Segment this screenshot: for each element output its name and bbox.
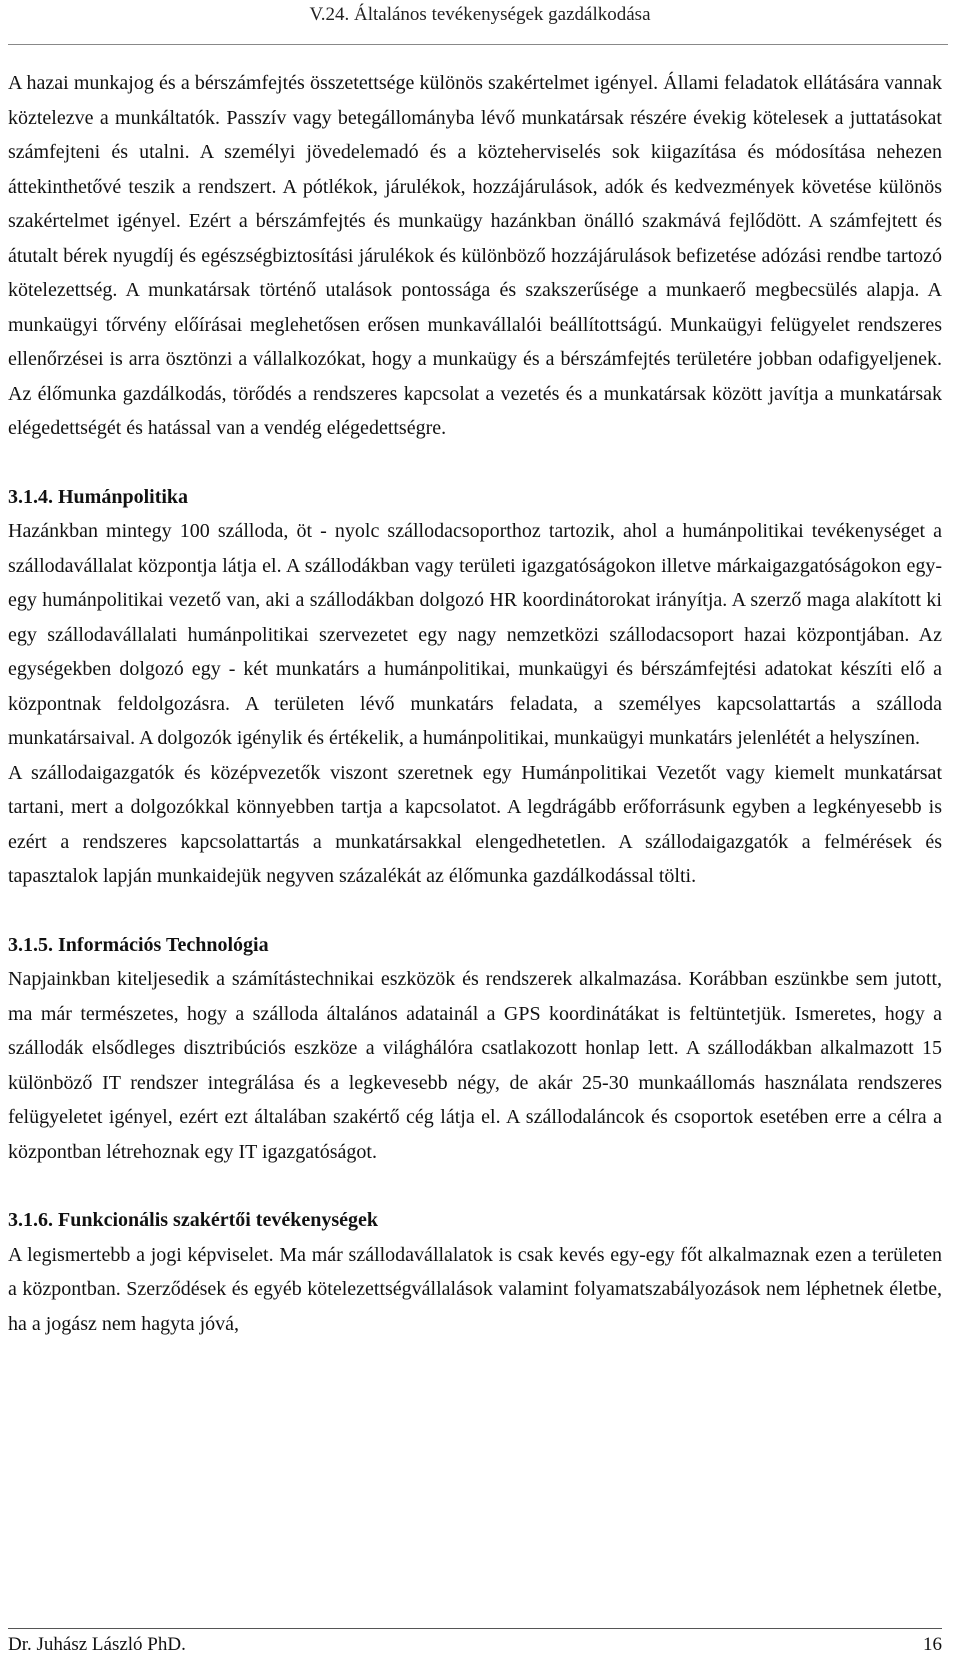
spacer [8, 894, 942, 928]
page-header [0, 4, 960, 26]
page-footer [8, 1618, 942, 1655]
section-heading-functional: 3.1.6. Funkcionális szakértői tevékenységek [8, 1209, 378, 1231]
footer-rule [8, 1628, 942, 1629]
paragraph-functional: A legismertebb a jogi képviselet. Ma már szállodavállalatok is csak kevés egy-egy főt alkalmaznak ezen a területen a központban. Szerződések és egyéb kötelezettségvállalások valamint folyamatszabályozások nem léphetnek életbe, ha a jogász nem hagyta jóvá, [8, 1243, 942, 1335]
document-body [8, 66, 942, 1341]
header-rule [8, 44, 948, 45]
header-title: V.24. Általános tevékenységek gazdálkodása [309, 4, 651, 25]
paragraph-it: Napjainkban kiteljesedik a számítástechnikai eszközök és rendszerek alkalmazása. Korábban eszünkbe sem jutott, ma már természetes, hogy a szálloda általános adatainál a GPS koordinátákat is feltüntetjük. Ismeretes, hogy a szállodák elsődleges disztribúciós eszköze a világhálóra csatlakozott honlap lett. A szállodákban alkalmazott 15 különböző IT rendszer integrálása és a legkevesebb négy, de akár 25-30 munkaállomás használata rendszeres felügyeletet igényel, ezért ezt általában szakértő cég látja el. A szállodaláncok és csoportok esetében erre a célra a központban létrehoznak egy IT igazgatóságot. [8, 968, 942, 1163]
paragraph-payroll: A hazai munkajog és a bérszámfejtés összetettsége különös szakértelmet igényel. Állami feladatok ellátására vannak köztelezve a munkáltatók. Passzív vagy betegállományba lévő munkatársak részére évekig kötelesek a juttatásokat számfejteni és utalni. A személyi jövedelemadó és a közteherviselés sok kiigazítása és módosítása nehezen áttekinthetővé teszik a rendszert. A pótlékok, járulékok, hozzájárulások, adók és kedvezmények követése különös szakértelmet igényel. Ezért a bérszámfejtés és munkaügy hazánkban önálló szakmává fejlődött. A számfejtett és átutalt bérek nyugdíj és egészségbiztosítási járulékok és különböző hozzájárulások befizetése adózási rendbe tartozó kötelezettség. A munkatársak történő utalások pontossága és szakszerűsége a munkaerő megbecsülés alapja. A munkaügyi tőrvény előírásai meglehetősen erősen munkavállalói beállítottságú. Munkaügyi felügyelet rendszeres ellenőrzései is arra ösztönzi a vállalkozókat, hogy a munkaügy és a bérszámfejtés területére jobban odafigyeljenek. Az élőmunka gazdálkodás, törődés a rendszeres kapcsolat a vezetés és a munkatársak között javítja a munkatársak elégedettségét és hatással van a vendég elégedettségre. [8, 72, 942, 439]
page-number: 16 [923, 1634, 942, 1655]
section-heading-it: 3.1.5. Információs Technológia [8, 933, 269, 956]
paragraph-humanpolitika-2: A szállodaigazgatók és középvezetők viszont szeretnek egy Humánpolitikai Vezetőt vagy kiemelt munkatársat tartani, mert a dolgozókkal könnyebben tartja a kapcsolatot. A legdrágább erőforrásunk egyben a legkényesebb is ezért a rendszeres kapcsolattartás a munkatársakkal elengedhetetlen. A szállodaigazgatók a felmérések és tapasztalok lapján munkaidejük negyven százalékát az élőmunka gazdálkodással tölti. [8, 761, 942, 887]
section-heading-humanpolitika: 3.1.4. Humánpolitika [8, 485, 189, 508]
paragraph-humanpolitika-1: Hazánkban mintegy 100 szálloda, öt - nyolc szállodacsoporthoz tartozik, ahol a humánpolitikai tevékenységet a szállodavállalat központja látja el. A szállodákban vagy területi igazgatóságokon illetve márkaigazgatóságokon egy-egy humánpolitikai vezető van, aki a szállodákban dolgozó HR koordinátorokat irányítja. A szerző maga alakított ki egy szállodavállalati humánpolitikai szervezetet egy nagy nemzetközi szállodacsoport hazai központjában. Az egységekben dolgozó egy - két munkatárs a humánpolitikai, munkaügyi és bérszámfejtési adatokat készíti elő a központnak feldolgozásra. A területen lévő munkatárs feladata, a személyes kapcsolattartás a szálloda munkatársaival. A dolgozók igénylik és értékelik, a humánpolitikai, munkaügyi munkatárs jelenlétét a helyszínen. [8, 520, 942, 749]
spacer [8, 1169, 942, 1203]
footer-author: Dr. Juhász László PhD. [8, 1634, 186, 1655]
spacer [8, 446, 942, 480]
